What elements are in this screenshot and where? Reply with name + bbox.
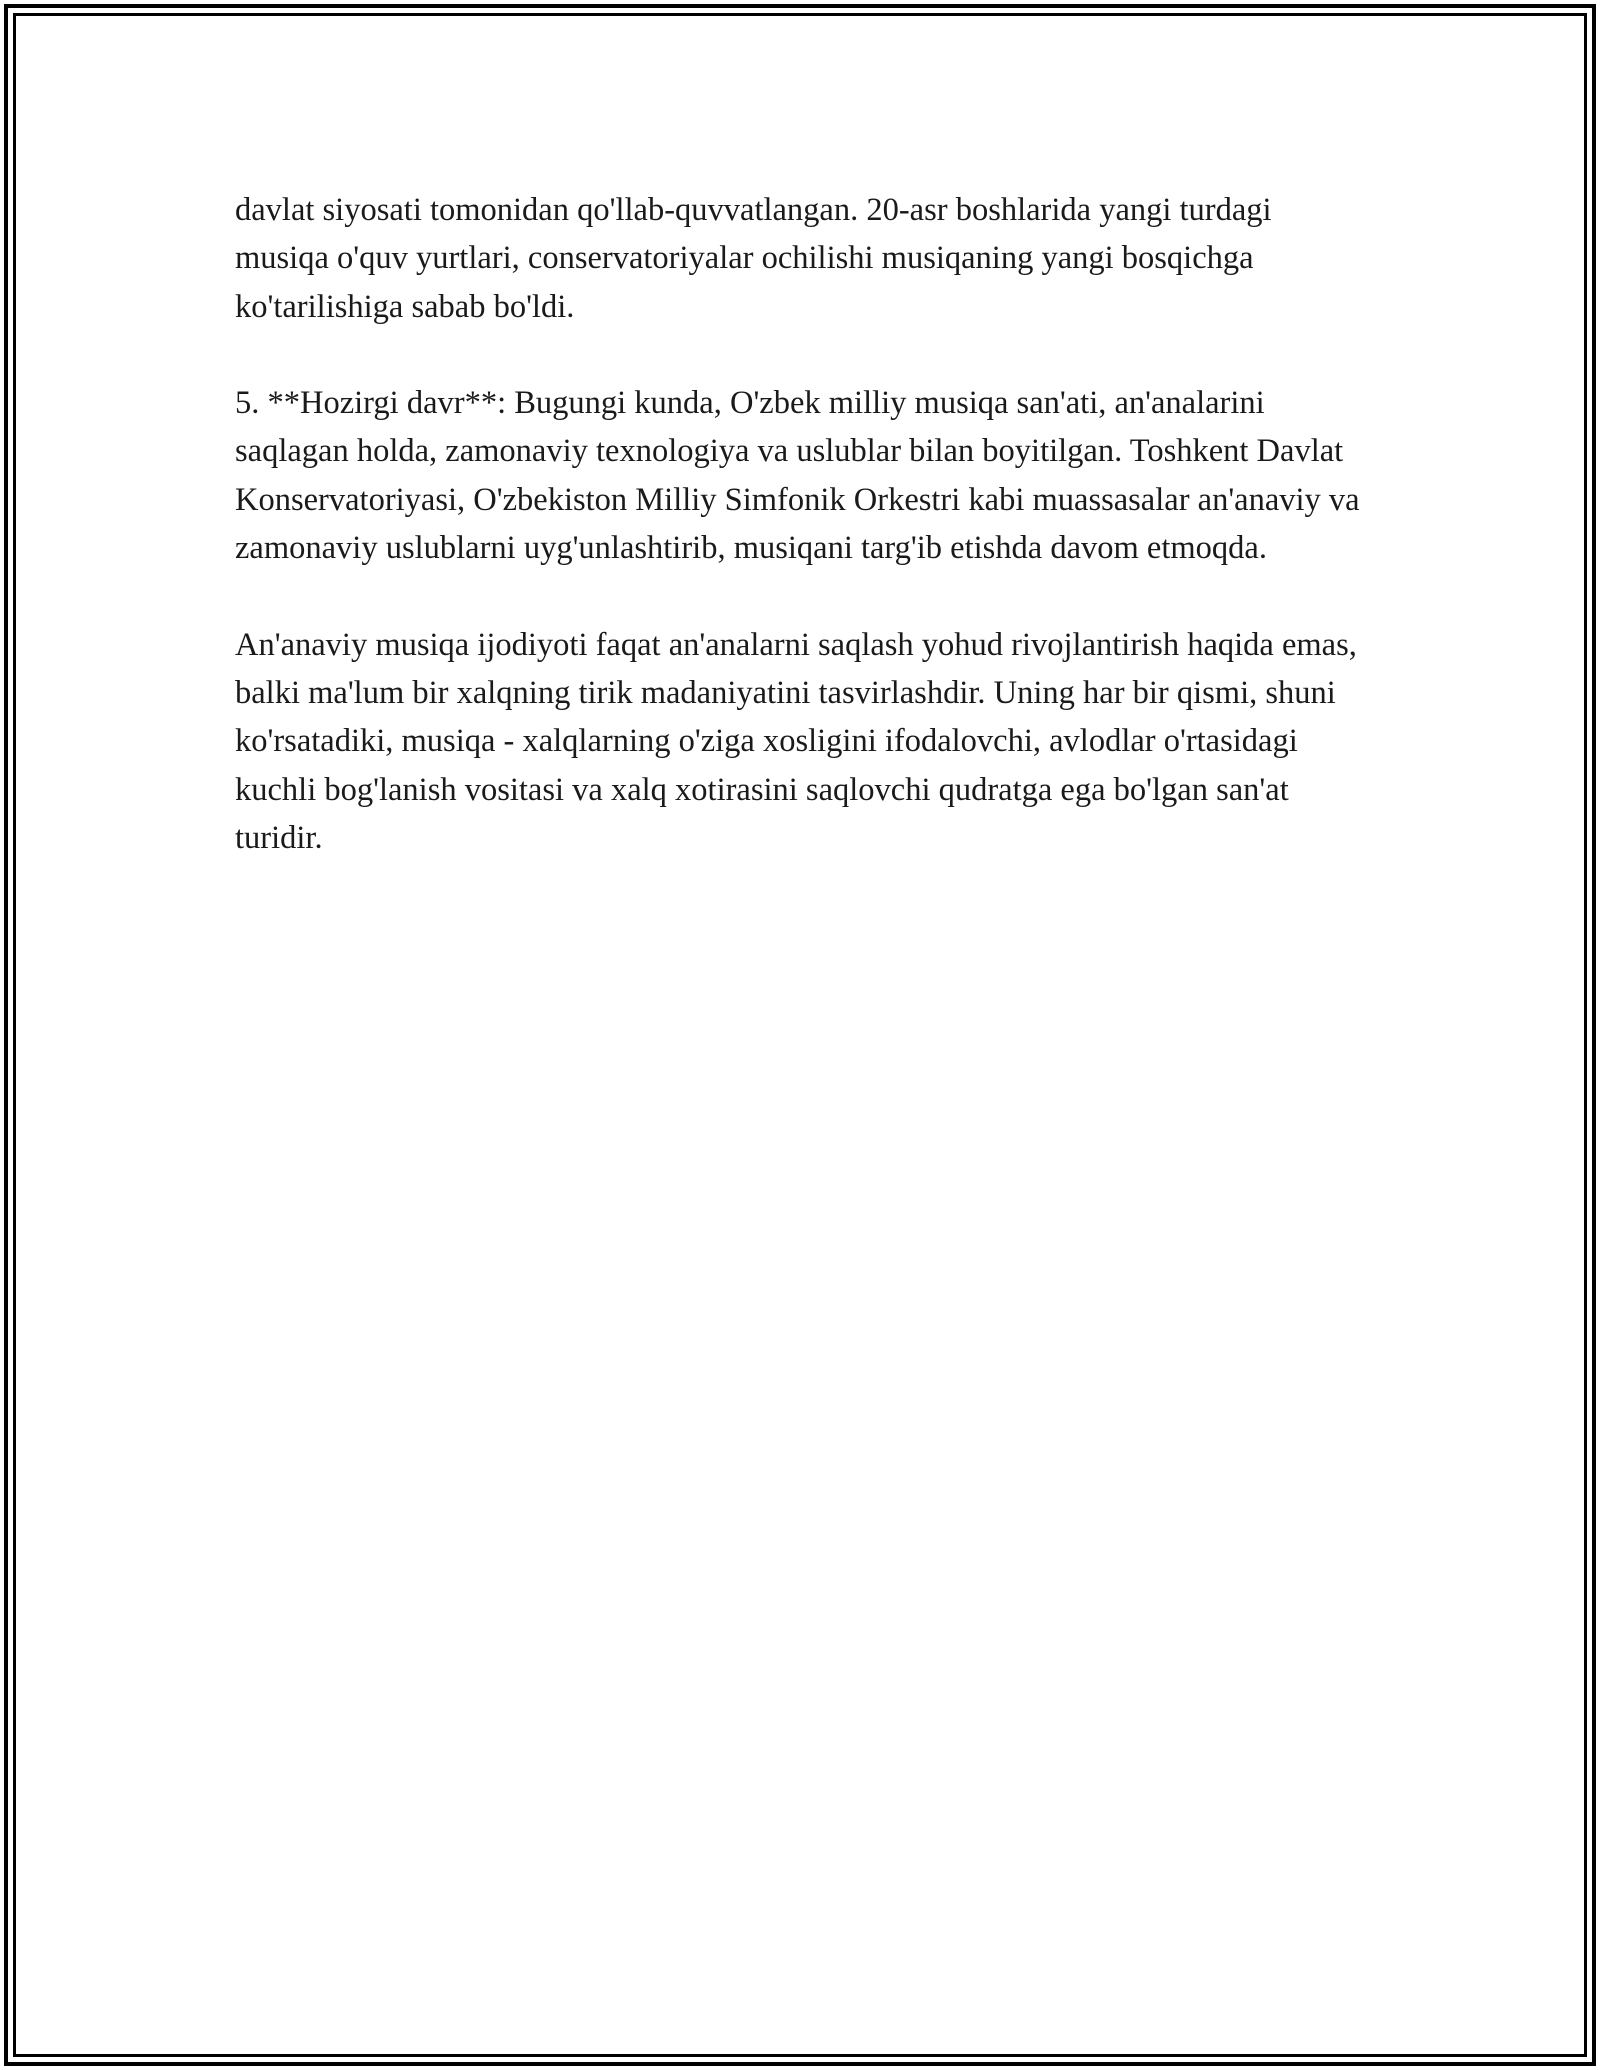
- document-body: [235, 186, 1365, 862]
- paragraph-conclusion: An'anaviy musiqa ijodiyoti faqat an'analarni saqlash yohud rivojlantirish haqida emas, balki ma'lum bir xalqning tirik madaniyatini tasvirlashdir. Uning har bir qismi, shuni ko'rsatadiki, musiqa - xalqlarning o'ziga xosligini ifodalovchi, avlodlar o'rtasidagi kuchli bog'lanish vositasi va xalq xotirasini saqlovchi qudratga ega bo'lgan san'at turidir.: [235, 626, 1357, 856]
- paragraph-state-support: davlat siyosati tomonidan qo'llab-quvvatlangan. 20-asr boshlarida yangi turdagi musiqa o'quv yurtlari, conservatoriyalar ochilishi musiqaning yangi bosqichga ko'tarilishiga sabab bo'ldi.: [235, 192, 1272, 325]
- paragraph-modern-period: 5. **Hozirgi davr**: Bugungi kunda, O'zbek milliy musiqa san'ati, an'analarini saqlagan holda, zamonaviy texnologiya va uslublar bilan boyitilgan. Toshkent Davlat Konservatoriyasi, O'zbekiston Milliy Simfonik Orkestri kabi muassasalar an'anaviy va zamonaviy uslublarni uyg'unlashtirib, musiqani targ'ib etishda davom etmoqda.: [235, 385, 1360, 567]
